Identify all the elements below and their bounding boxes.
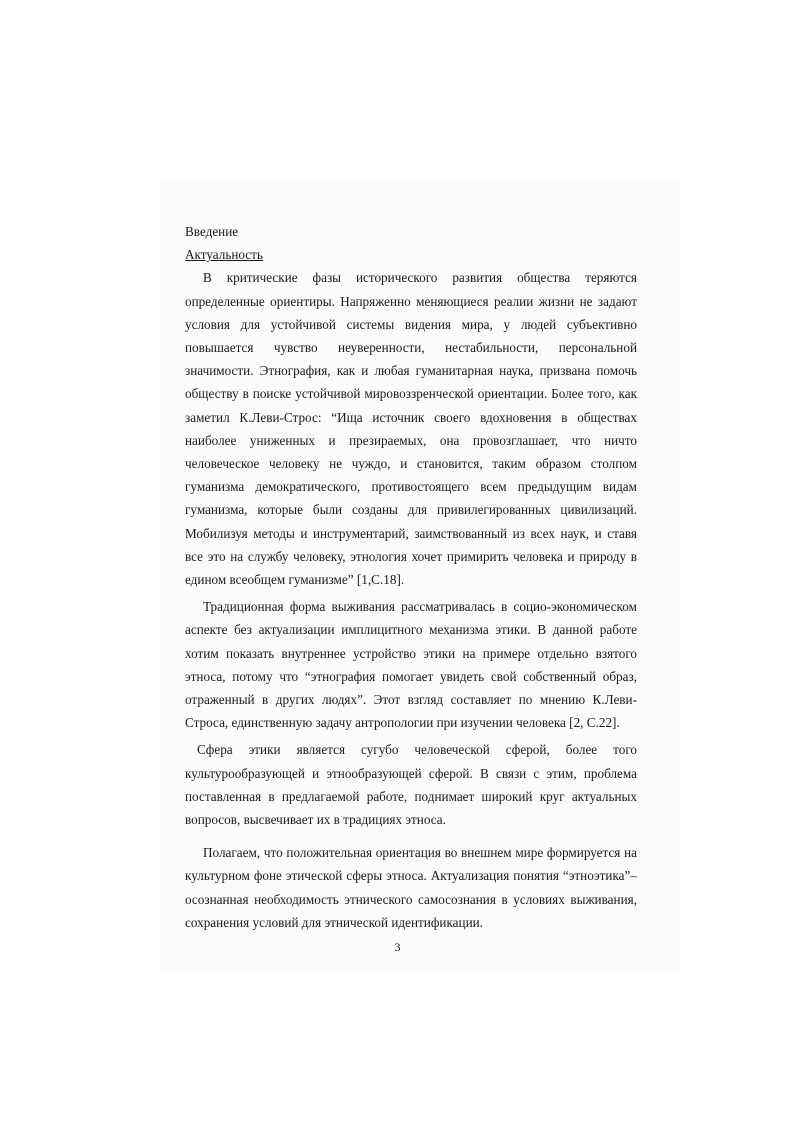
subsection-title: Актуальность <box>185 247 263 263</box>
paragraph-3: Сфера этики является сугубо человеческой сферой, более того культурообразующей и этнообразующей сферой. В связи с этим, проблема поставленная в предлагаемой работе, поднимает широкий круг актуальных вопросов, высвечивает их в традициях этноса. <box>185 742 637 828</box>
page-number: 3 <box>394 940 401 954</box>
document-body <box>185 220 637 934</box>
section-title: Введение <box>185 224 239 239</box>
paragraph-2: Традиционная форма выживания рассматривалась в социо-экономическом аспекте без актуализации имплицитного механизма этики. В данной работе хотим показать внутреннее устройство этики на примере отдельно взятого этноса, потому что “этнография помогает увидеть свой собственный образ, отраженный в других людях”. Этот взгляд составляет по мнению К.Леви-Строса, единственную задачу антропологии при изучении человека [2, С.22]. <box>185 599 637 731</box>
paragraph-4: Полагаем, что положительная ориентация во внешнем мире формируется на культурном фоне этической сферы этноса. Актуализация понятия “этноэтика”– осознанная необходимость этнического самосознания в условиях выживания, сохранения условий для этнической идентификации. <box>185 845 637 930</box>
paragraph-1: В критические фазы исторического развития общества теряются определенные ориентиры. Напряженно меняющиеся реалии жизни не задают условия для устойчивой системы видения мира, у людей субъективно повышается чувство неуверенности, нестабильности, персональной значимости. Этнография, как и любая гуманитарная наука, призвана помочь обществу в поиске устойчивой мировоззренческой ориентации. Более того, как заметил К.Леви-Строс: “Ища источник своего вдохновения в обществах наиболее униженных и презираемых, она провозглашает, что ничто человеческое человеку не чуждо, и становится, таким образом столпом гуманизма демократического, противостоящего всем предыдущим видам гуманизма, которые были созданы для привилегированных цивилизаций. Мобилизуя методы и инструментарий, заимствованный из всех наук, и ставя все это на службу человеку, этнология хочет примирить человека и природу в едином всеобщем гуманизме” [1,С.18]. <box>185 270 637 588</box>
